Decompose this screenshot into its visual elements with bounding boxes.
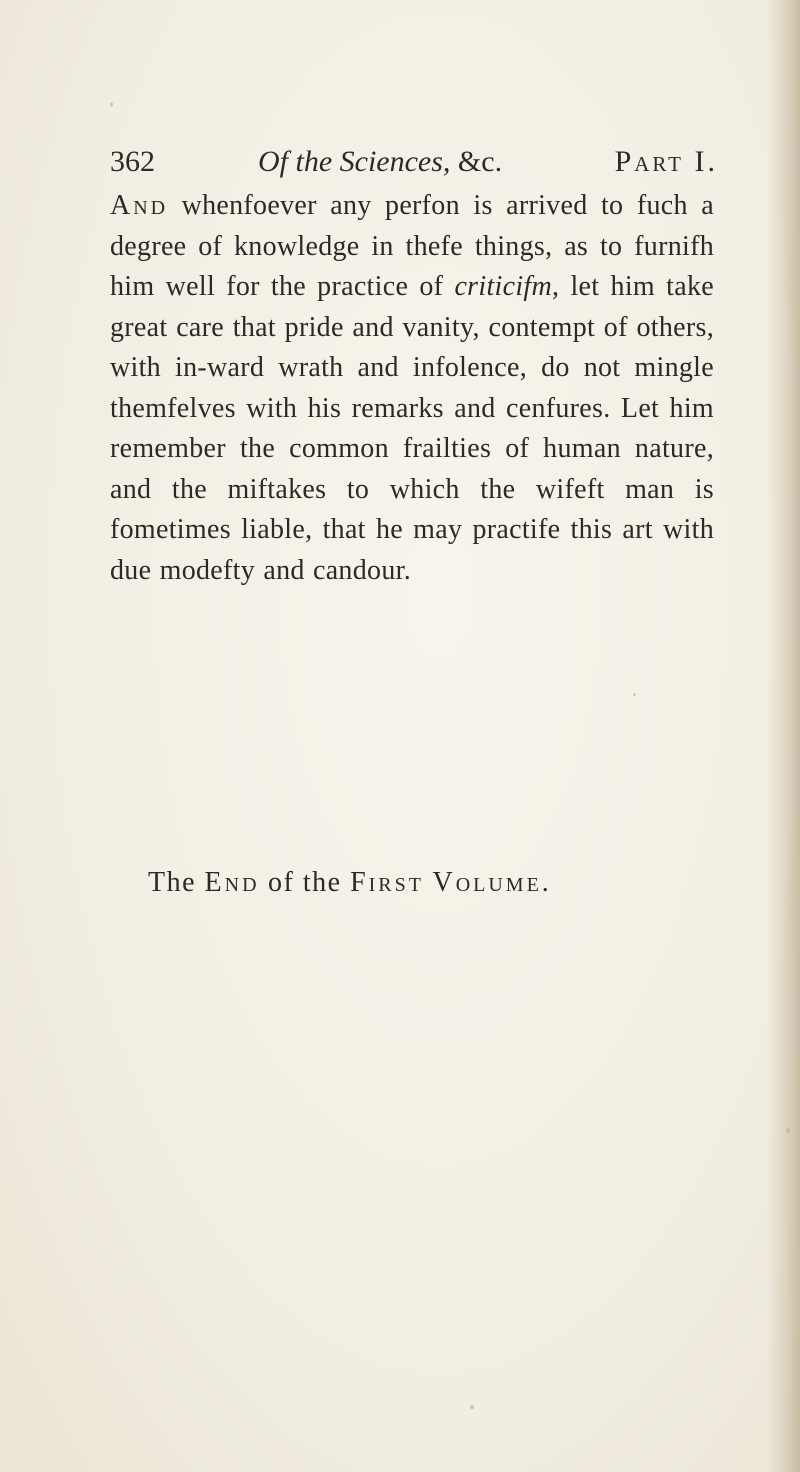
main-paragraph: [110, 186, 714, 591]
colophon-end: End: [204, 867, 260, 898]
running-title: [258, 142, 502, 182]
paper-speck: [470, 1405, 474, 1409]
colophon-the: The: [148, 867, 205, 898]
end-of-volume-colophon: [148, 863, 708, 903]
colophon-of-the: of the: [259, 867, 351, 898]
running-header: [110, 142, 718, 182]
running-title-text: Of the Sciences,: [258, 145, 451, 178]
paragraph-text-b: , let him take great care that pride and vanity, contempt of others, with in-ward wrath and infolence, do not mingle themfelves with his remarks and cenfures. Let him remember the common frailties of human nature, and the miftakes to which the wifeft man is fometimes liable, that he may practife this art with due modefty and candour.: [110, 271, 714, 586]
paper-speck: [633, 693, 636, 696]
paper-speck: [786, 1128, 790, 1133]
paper-speck: [110, 102, 113, 107]
running-title-suffix: &c.: [457, 145, 503, 178]
paragraph-italic-word: criticifm: [454, 271, 553, 302]
page-edge-shadow: [766, 0, 800, 1472]
part-label: Part I.: [614, 145, 718, 178]
colophon-volume: Volume.: [432, 867, 552, 898]
colophon-first: First: [350, 867, 424, 898]
paragraph-text-a: whenfoever any perfon is arrived to fuch a degree of knowledge in thefe things, as to furnifh him well for the practice of: [110, 190, 714, 302]
page-number: 362: [110, 145, 155, 178]
paragraph-lead-word: And: [110, 190, 169, 221]
